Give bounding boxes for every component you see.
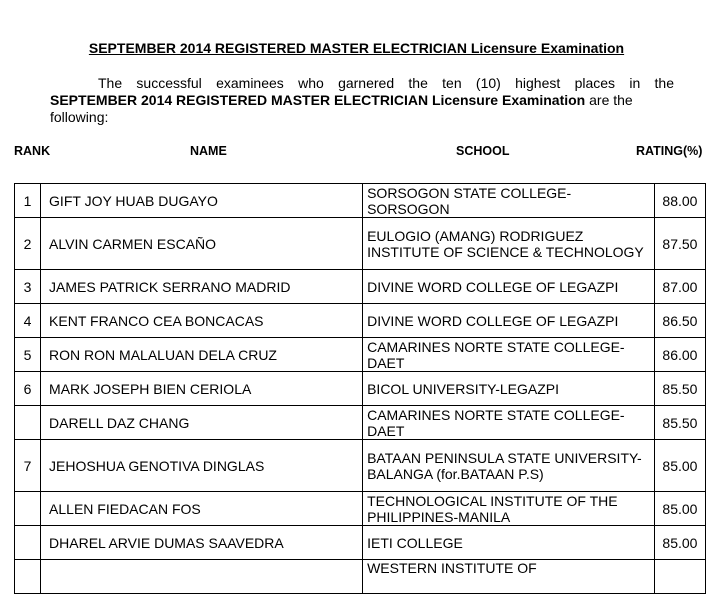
rank-cell: 7 <box>15 440 41 492</box>
school-cell: BICOL UNIVERSITY-LEGAZPI <box>363 372 655 406</box>
rating-cell: 85.50 <box>654 372 705 406</box>
name-cell: JAMES PATRICK SERRANO MADRID <box>41 270 363 304</box>
header-name: NAME <box>190 144 227 158</box>
name-cell: DARELL DAZ CHANG <box>41 406 363 440</box>
school-cell: DIVINE WORD COLLEGE OF LEGAZPI <box>363 304 655 338</box>
table-row <box>15 270 706 304</box>
name-cell: ALLEN FIEDACAN FOS <box>41 492 363 526</box>
rating-cell: 87.50 <box>654 218 705 270</box>
table-row <box>15 440 706 492</box>
table-row <box>15 184 706 218</box>
name-cell: GIFT JOY HUAB DUGAYO <box>41 184 363 218</box>
intro-exam-name: SEPTEMBER 2014 REGISTERED MASTER ELECTRICIAN Licensure Examination <box>50 92 586 108</box>
school-cell: IETI COLLEGE <box>363 526 655 560</box>
table-row <box>15 372 706 406</box>
rating-cell: 87.00 <box>654 270 705 304</box>
school-cell: BATAAN PENINSULA STATE UNIVERSITY-BALANGA (for.BATAAN P.S) <box>363 440 655 492</box>
rank-cell: 5 <box>15 338 41 372</box>
rating-cell: 85.00 <box>654 492 705 526</box>
name-cell: RON RON MALALUAN DELA CRUZ <box>41 338 363 372</box>
school-cell: CAMARINES NORTE STATE COLLEGE-DAET <box>363 406 655 440</box>
rank-cell: 1 <box>15 184 41 218</box>
name-cell: JEHOSHUA GENOTIVA DINGLAS <box>41 440 363 492</box>
table-row <box>15 406 706 440</box>
name-cell: DHAREL ARVIE DUMAS SAAVEDRA <box>41 526 363 560</box>
header-school: SCHOOL <box>456 144 510 158</box>
school-cell: SORSOGON STATE COLLEGE-SORSOGON <box>363 184 655 218</box>
school-cell: CAMARINES NORTE STATE COLLEGE-DAET <box>363 338 655 372</box>
rating-cell: 86.50 <box>654 304 705 338</box>
document-title: SEPTEMBER 2014 REGISTERED MASTER ELECTRICIAN Licensure Examination <box>88 40 625 56</box>
intro-paragraph <box>50 75 674 126</box>
name-cell: ALVIN CARMEN ESCAÑO <box>41 218 363 270</box>
rank-cell: 2 <box>15 218 41 270</box>
intro-tail-2: following: <box>50 109 109 125</box>
intro-tail-1: are the <box>589 92 633 108</box>
rank-cell <box>15 406 41 440</box>
results-table <box>14 183 706 594</box>
school-cell: TECHNOLOGICAL INSTITUTE OF THE PHILIPPINES-MANILA <box>363 492 655 526</box>
table-row <box>15 218 706 270</box>
table-row <box>15 526 706 560</box>
rank-cell <box>15 492 41 526</box>
rating-cell <box>654 560 705 594</box>
header-rating: RATING(%) <box>636 144 703 158</box>
name-cell <box>41 560 363 594</box>
table-row <box>15 492 706 526</box>
intro-line-1: The successful examinees who garnered the ten (10) highest places in the <box>98 75 674 91</box>
table-row <box>15 304 706 338</box>
results-table-body <box>15 184 706 594</box>
rating-cell: 85.00 <box>654 440 705 492</box>
rank-cell <box>15 560 41 594</box>
rank-cell: 3 <box>15 270 41 304</box>
rank-cell: 6 <box>15 372 41 406</box>
table-row <box>15 560 706 594</box>
rating-cell: 88.00 <box>654 184 705 218</box>
rating-cell: 85.00 <box>654 526 705 560</box>
school-cell: DIVINE WORD COLLEGE OF LEGAZPI <box>363 270 655 304</box>
header-rank: RANK <box>14 144 51 158</box>
school-cell: WESTERN INSTITUTE OF <box>363 560 655 594</box>
table-row <box>15 338 706 372</box>
school-cell: EULOGIO (AMANG) RODRIGUEZ INSTITUTE OF SCIENCE & TECHNOLOGY <box>363 218 655 270</box>
name-cell: MARK JOSEPH BIEN CERIOLA <box>41 372 363 406</box>
rating-cell: 86.00 <box>654 338 705 372</box>
name-cell: KENT FRANCO CEA BONCACAS <box>41 304 363 338</box>
rating-cell: 85.50 <box>654 406 705 440</box>
rank-cell <box>15 526 41 560</box>
rank-cell: 4 <box>15 304 41 338</box>
